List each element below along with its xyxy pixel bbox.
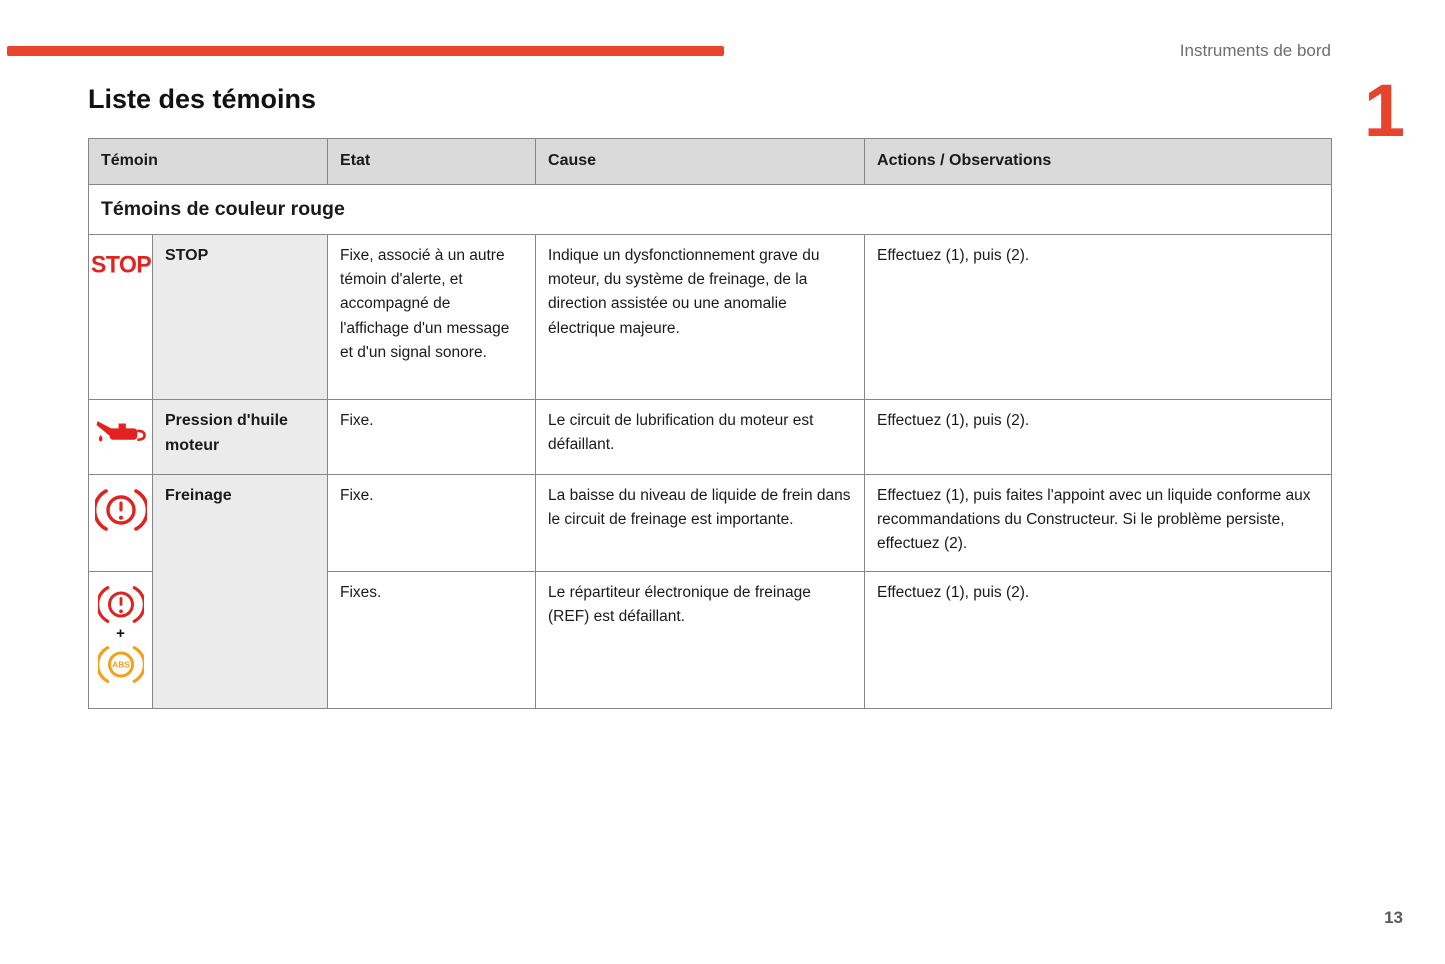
row-label-freinage: Freinage [153,475,328,709]
abs-icon-label: ABS [111,659,130,670]
abs-warning-icon [98,644,144,685]
row-etat: Fixe. [328,400,536,475]
section-title: Témoins de couleur rouge [89,185,1332,235]
brake-abs-icon-cell [89,572,153,709]
row-label-stop: STOP [153,235,328,400]
table-header-row [89,139,1332,185]
row-actions: Effectuez (1), puis faites l'appoint avec un liquide conforme aux recommandations du Constructeur. Si le problème persiste, effectuez (2). [865,475,1332,572]
col-header-temoin: Témoin [89,139,328,185]
table-row [89,400,1332,475]
stop-warning-icon: STOP [91,250,152,278]
section-row [89,185,1332,235]
row-actions: Effectuez (1), puis (2). [865,572,1332,709]
oil-icon-cell [89,400,153,475]
warning-lights-table-wrap [88,138,1331,709]
row-actions: Effectuez (1), puis (2). [865,235,1332,400]
stop-icon-cell [89,235,153,400]
row-cause: Le répartiteur électronique de freinage (REF) est défaillant. [536,572,865,709]
row-etat: Fixe, associé à un autre témoin d'alerte, et accompagné de l'affichage d'un message et d'un signal sonore. [328,235,536,400]
brake-warning-icon [98,584,144,625]
col-header-actions: Actions / Observations [865,139,1332,185]
row-cause: Indique un dysfonctionnement grave du moteur, du système de freinage, de la direction assistée ou une anomalie électrique majeure. [536,235,865,400]
table-row [89,475,1332,572]
warning-lights-table [88,138,1332,709]
brake-warning-icon [95,487,147,533]
col-header-cause: Cause [536,139,865,185]
row-etat: Fixes. [328,572,536,709]
row-actions: Effectuez (1), puis (2). [865,400,1332,475]
table-row [89,235,1332,400]
row-label-oil: Pression d'huile moteur [153,400,328,475]
row-cause: Le circuit de lubrification du moteur est défaillant. [536,400,865,475]
oil-pressure-icon [95,414,147,446]
brake-icon-cell [89,475,153,572]
chapter-number: 1 [1363,69,1403,152]
breadcrumb: Instruments de bord [1179,41,1331,60]
accent-bar [7,46,724,56]
row-cause: La baisse du niveau de liquide de frein dans le circuit de freinage est importante. [536,475,865,572]
page-title: Liste des témoins [88,84,317,114]
page-number: 13 [1384,908,1403,927]
plus-sign: + [116,625,125,642]
col-header-etat: Etat [328,139,536,185]
brake-plus-abs-stack [91,584,150,685]
row-etat: Fixe. [328,475,536,572]
